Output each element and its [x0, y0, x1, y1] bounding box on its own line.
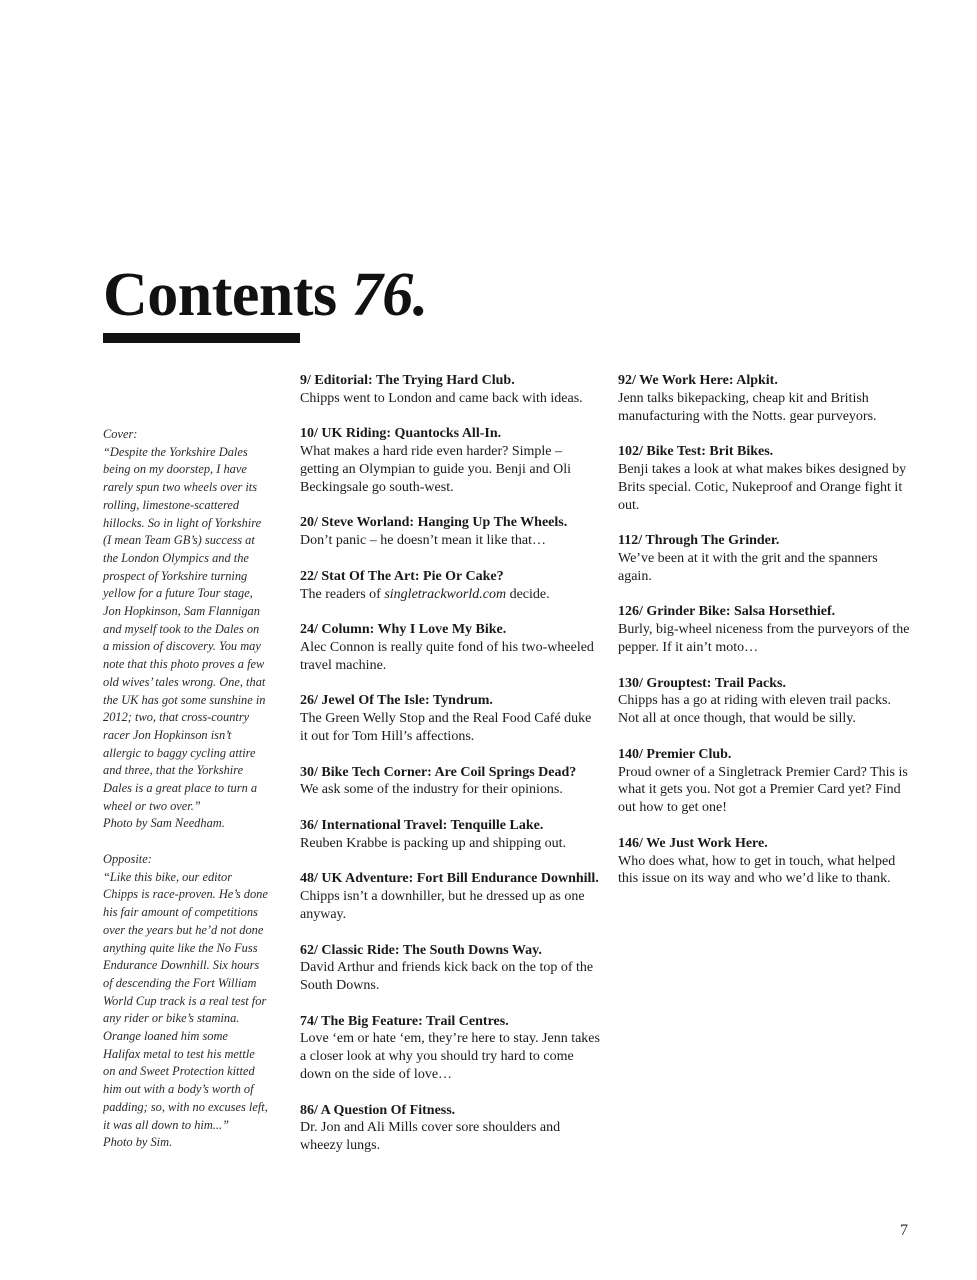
entry-description: Chipps went to London and came back with ideas. [300, 390, 583, 406]
cover-caption-credit: Photo by Sam Needham. [103, 816, 225, 831]
contents-entry[interactable] [300, 870, 600, 923]
entry-description-end: decide. [506, 586, 550, 602]
opposite-caption-text: “Like this bike, our editor Chipps is race-proven. He’s done his fair amount of competitions over the years but he’d not done anything quite like the No Fuss Endurance Downhill. Six hours of descending the Fort William World Cup track is a real test for any rider or bike’s stamina. Orange loaned him some Halifax metal to test his mettle on and Sweet Protection kitted him out with a body’s worth of padding; so, with no excuses left, it was all down to him...” [103, 869, 268, 1132]
title-underline-bar [103, 333, 300, 343]
entry-description: Love ‘em or hate ‘em, they’re here to stay. Jenn takes a closer look at why you should try hard to come down on the side of love… [300, 1031, 600, 1083]
entry-description-start: The readers of [300, 586, 385, 602]
entry-description: Burly, big-wheel niceness from the purveyors of the pepper. If it ain’t moto… [618, 622, 910, 655]
contents-entry[interactable] [300, 817, 600, 853]
entry-heading: 9/ Editorial: The Trying Hard Club. [300, 373, 515, 388]
entry-heading: 130/ Grouptest: Trail Packs. [618, 675, 786, 691]
entry-description: We ask some of the industry for their opinions. [300, 782, 563, 798]
entry-heading: 126/ Grinder Bike: Salsa Horsethief. [618, 604, 836, 620]
entry-description: Alec Connon is really quite fond of his two-wheeled travel machine. [300, 639, 594, 673]
contents-entry[interactable] [618, 532, 913, 585]
entry-heading: 22/ Stat Of The Art: Pie Or Cake? [300, 568, 504, 584]
entry-description: Chipps has a go at riding with eleven trail packs. Not all at once though, that would be silly. [618, 693, 891, 727]
contents-entry[interactable] [618, 746, 913, 817]
contents-entry[interactable] [300, 764, 600, 800]
issue-number: 76. [351, 261, 428, 329]
contents-column-middle [300, 372, 600, 1173]
website-link[interactable]: singletrackworld.com [384, 586, 507, 602]
entry-heading: 26/ Jewel Of The Isle: Tyndrum. [300, 693, 493, 709]
entry-heading: 86/ A Question Of Fitness. [300, 1102, 456, 1118]
entry-description: We’ve been at it with the grit and the spanners again. [618, 550, 878, 584]
contents-entry[interactable] [300, 692, 600, 745]
contents-column-right [618, 372, 913, 906]
contents-entry[interactable] [300, 514, 600, 550]
entry-heading: 146/ We Just Work Here. [618, 835, 768, 851]
entry-heading: 102/ Bike Test: Brit Bikes. [618, 444, 774, 460]
opposite-caption-credit: Photo by Sim. [103, 1135, 173, 1150]
contents-entry[interactable] [300, 621, 600, 674]
title-word: Contents [103, 261, 337, 329]
entry-description: Reuben Krabbe is packing up and shipping out. [300, 835, 566, 851]
entry-description: Who does what, how to get in touch, what helped this issue on its way and who we’d like to thank. [618, 853, 896, 887]
entry-heading: 24/ Column: Why I Love My Bike. [300, 622, 507, 638]
entry-description: The Green Welly Stop and the Real Food Café duke it out for Tom Hill’s affections. [300, 711, 592, 744]
entry-description: Jenn talks bikepacking, cheap kit and British manufacturing with the Notts. gear purveyors. [618, 390, 877, 424]
contents-entry[interactable] [300, 1102, 600, 1155]
contents-entry[interactable] [618, 372, 913, 425]
contents-entry[interactable] [618, 675, 913, 728]
entry-heading: 20/ Steve Worland: Hanging Up The Wheels. [300, 515, 568, 531]
entry-heading: 92/ We Work Here: Alpkit. [618, 373, 778, 388]
entry-description [300, 586, 600, 604]
cover-caption-label: Cover: [103, 427, 138, 441]
opposite-caption-label: Opposite: [103, 852, 152, 866]
page-number: 7 [900, 1222, 908, 1239]
contents-entry[interactable] [300, 425, 600, 496]
entry-heading: 74/ The Big Feature: Trail Centres. [300, 1013, 509, 1029]
entry-heading: 10/ UK Riding: Quantocks All-In. [300, 426, 502, 442]
entry-description: Benji takes a look at what makes bikes designed by Brits special. Cotic, Nukeproof and Orange fight it out. [618, 461, 907, 513]
page-title [103, 262, 428, 328]
entry-heading: 140/ Premier Club. [618, 746, 732, 762]
opposite-caption [103, 851, 268, 1152]
entry-heading: 48/ UK Adventure: Fort Bill Endurance Downhill. [300, 871, 599, 887]
contents-entry[interactable] [618, 835, 913, 888]
entry-description: Dr. Jon and Ali Mills cover sore shoulders and wheezy lungs. [300, 1120, 561, 1154]
contents-entry[interactable] [300, 1013, 600, 1084]
contents-entry[interactable] [618, 443, 913, 514]
contents-entry[interactable] [300, 942, 600, 995]
entry-description: Proud owner of a Singletrack Premier Card? This is what it gets you. Not got a Premier Card yet? Find out how to get one! [618, 764, 908, 816]
contents-entry[interactable] [300, 568, 600, 604]
entry-heading: 30/ Bike Tech Corner: Are Coil Springs Dead? [300, 764, 577, 780]
entry-description: Chipps isn’t a downhiller, but he dressed up as one anyway. [300, 889, 585, 922]
entry-heading: 112/ Through The Grinder. [618, 533, 780, 549]
entry-description: David Arthur and friends kick back on the top of the South Downs. [300, 960, 594, 994]
entry-description: What makes a hard ride even harder? Simple – getting an Olympian to guide you. Benji and Oli Beckingsale go south-west. [300, 444, 572, 495]
entry-heading: 62/ Classic Ride: The South Downs Way. [300, 942, 542, 958]
cover-caption [103, 426, 268, 833]
contents-entry[interactable] [300, 372, 600, 408]
cover-caption-text: “Despite the Yorkshire Dales being on my doorstep, I have rarely spun two wheels over its rolling, limestone-scattered hillocks. So in light of Yorkshire (I mean Team GB’s) success at the London Olympics and the prospect of Yorkshire turning yellow for a future Tour stage, Jon Hopkinson, Sam Flannigan and myself took to the Dales on a mission of discovery. You may note that this photo proves a few old wives’ tales wrong. One, that the UK has got some sunshine in 2012; two, that cross-country racer Jon Hopkinson isn’t allergic to baggy cycling attire and three, that the Yorkshire Dales is a great place to turn a wheel or two over.” [103, 444, 266, 813]
entry-description: Don’t panic – he doesn’t mean it like that… [300, 533, 546, 549]
contents-entry[interactable] [618, 603, 913, 656]
entry-heading: 36/ International Travel: Tenquille Lake. [300, 817, 544, 833]
